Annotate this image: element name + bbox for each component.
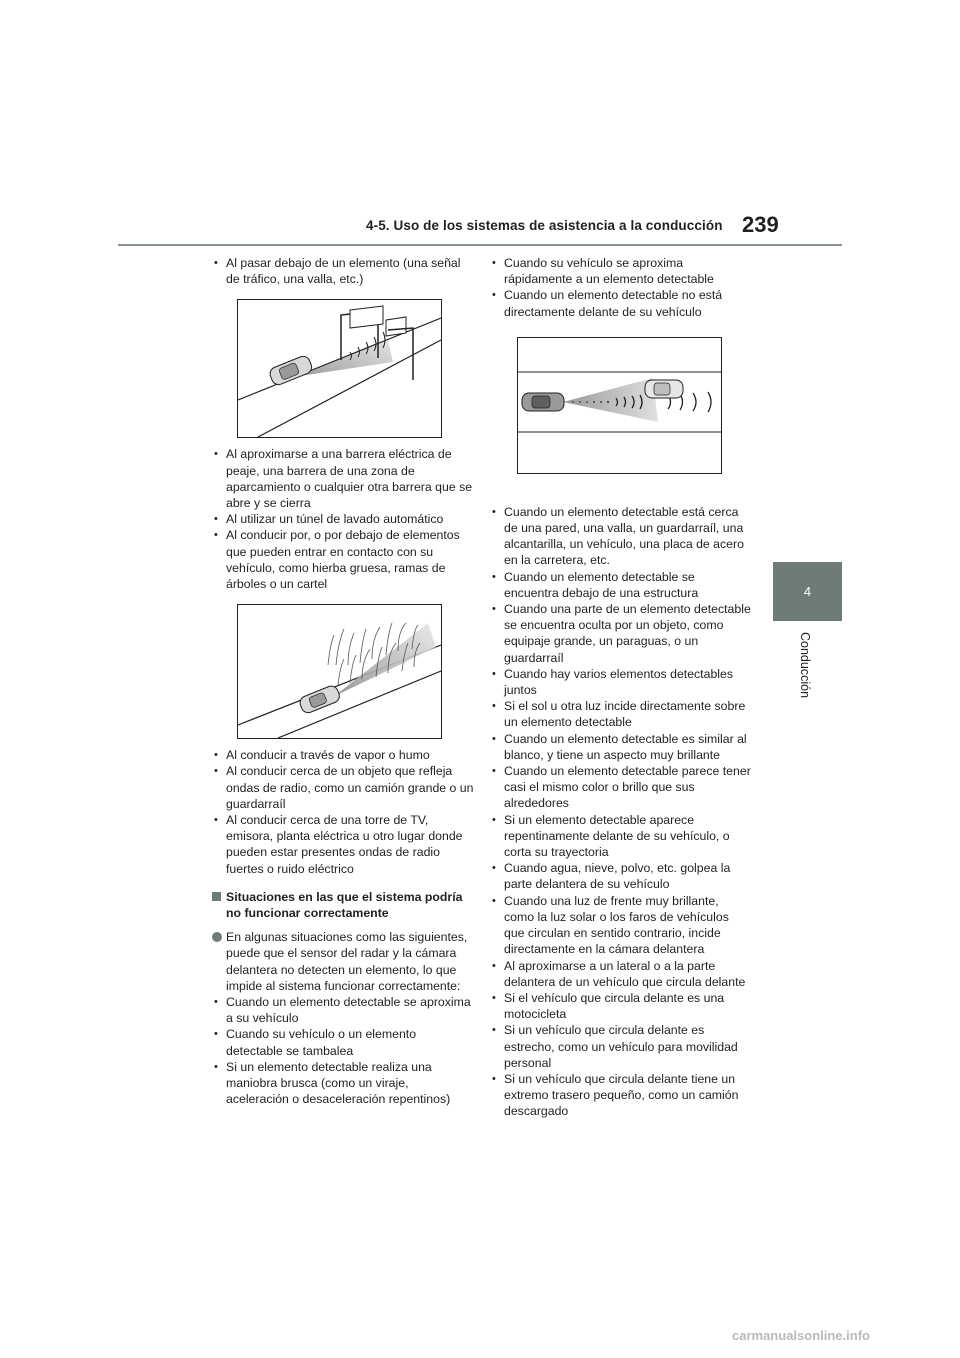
list-item: • Cuando agua, nieve, polvo, etc. golpea la parte delantera de su vehículo [490, 860, 752, 892]
offset-vehicle-illustration [518, 338, 721, 473]
list-item: • Si el vehículo que circula delante es una motocicleta [490, 990, 752, 1022]
bullet-list-5 [490, 255, 752, 320]
list-item: • Si un elemento detectable realiza una maniobra brusca (como un viraje, aceleración o desaceleración repentinos) [212, 1059, 474, 1108]
list-item: • Cuando un elemento detectable parece tener casi el mismo color o brillo que sus alrededores [490, 763, 752, 812]
list-item: • Al conducir por, o por debajo de elementos que pueden entrar en contacto con su vehículo, como hierba gruesa, ramas de árboles o un cartel [212, 527, 474, 592]
page-number: 239 [742, 212, 779, 237]
list-item: • Al aproximarse a una barrera eléctrica de peaje, una barrera de una zona de aparcamiento o cualquier otra barrera que se abre y se cierra [212, 446, 474, 511]
figure-vegetation [237, 604, 442, 739]
list-item: • Cuando un elemento detectable se aproxima a su vehículo [212, 994, 474, 1026]
list-item: • Cuando su vehículo o un elemento detectable se tambalea [212, 1026, 474, 1058]
list-item: • Al utilizar un túnel de lavado automático [212, 511, 474, 527]
list-item: • Si un vehículo que circula delante es estrecho, como un vehículo para movilidad personal [490, 1022, 752, 1071]
list-item: • Al pasar debajo de un elemento (una señal de tráfico, una valla, etc.) [212, 255, 474, 287]
bullet-list-6 [490, 504, 752, 1120]
header-rule [118, 244, 842, 246]
figure-offset-vehicle [517, 337, 722, 474]
bullet-list-2 [212, 446, 474, 592]
list-item: • Cuando una luz de frente muy brillante, como la luz solar o los faros de vehículos que circulan en sentido contrario, incide directamente en la cámara delantera [490, 893, 752, 958]
list-item: • Cuando un elemento detectable no está directamente delante de su vehículo [490, 287, 752, 319]
left-column [212, 255, 474, 1108]
right-column [490, 255, 752, 1120]
bullet-list-3 [212, 747, 474, 877]
bullet-list-4 [212, 994, 474, 1107]
list-item: • Cuando una parte de un elemento detectable se encuentra oculta por un objeto, como equipaje grande, un paraguas, o un guardarraíl [490, 601, 752, 666]
list-item: • Al aproximarse a un lateral o a la parte delantera de un vehículo que circula delante [490, 958, 752, 990]
vegetation-illustration [238, 605, 441, 738]
section-title: 4-5. Uso de los sistemas de asistencia a la conducción [366, 218, 723, 233]
note-text: En algunas situaciones como las siguientes, puede que el sensor del radar y la cámara delantera no detecten un elemento, lo que impide al sistema funcionar correctamente: [226, 930, 468, 993]
list-item: • Cuando hay varios elementos detectables juntos [490, 666, 752, 698]
circle-bullet-icon [212, 932, 222, 942]
list-item: • Al conducir cerca de un objeto que refleja ondas de radio, como un camión grande o un guardarraíl [212, 763, 474, 812]
chapter-label: Conducción [798, 632, 812, 699]
chapter-number: 4 [803, 584, 812, 599]
note-paragraph [212, 929, 474, 994]
list-item: • Cuando su vehículo se aproxima rápidamente a un elemento detectable [490, 255, 752, 287]
figure-overhead-sign [237, 299, 442, 438]
chapter-tab [773, 562, 842, 621]
list-item: • Cuando un elemento detectable se encuentra debajo de una estructura [490, 569, 752, 601]
heading-text: Situaciones en las que el sistema podría no funcionar correctamente [226, 889, 463, 921]
list-item: • Al conducir cerca de una torre de TV, emisora, planta eléctrica u otro lugar donde pueden estar presentes ondas de radio fuertes o ruido eléctrico [212, 812, 474, 877]
list-item: • Cuando un elemento detectable es similar al blanco, y tiene un aspecto muy brillante [490, 731, 752, 763]
list-item: • Al conducir a través de vapor o humo [212, 747, 474, 763]
list-item: • Si el sol u otra luz incide directamente sobre un elemento detectable [490, 698, 752, 730]
bullet-list-1 [212, 255, 474, 287]
list-item: • Si un vehículo que circula delante tiene un extremo trasero pequeño, como un camión descargado [490, 1071, 752, 1120]
list-item: • Cuando un elemento detectable está cerca de una pared, una valla, un guardarraíl, una alcantarilla, un vehículo, una placa de acero en la carretera, etc. [490, 504, 752, 569]
list-item: • Si un elemento detectable aparece repentinamente delante de su vehículo, o corta su trayectoria [490, 812, 752, 861]
square-bullet-icon [212, 892, 221, 901]
watermark: carmanualsonline.info [732, 1328, 870, 1343]
section-heading [212, 889, 474, 921]
overhead-sign-illustration [238, 300, 441, 437]
